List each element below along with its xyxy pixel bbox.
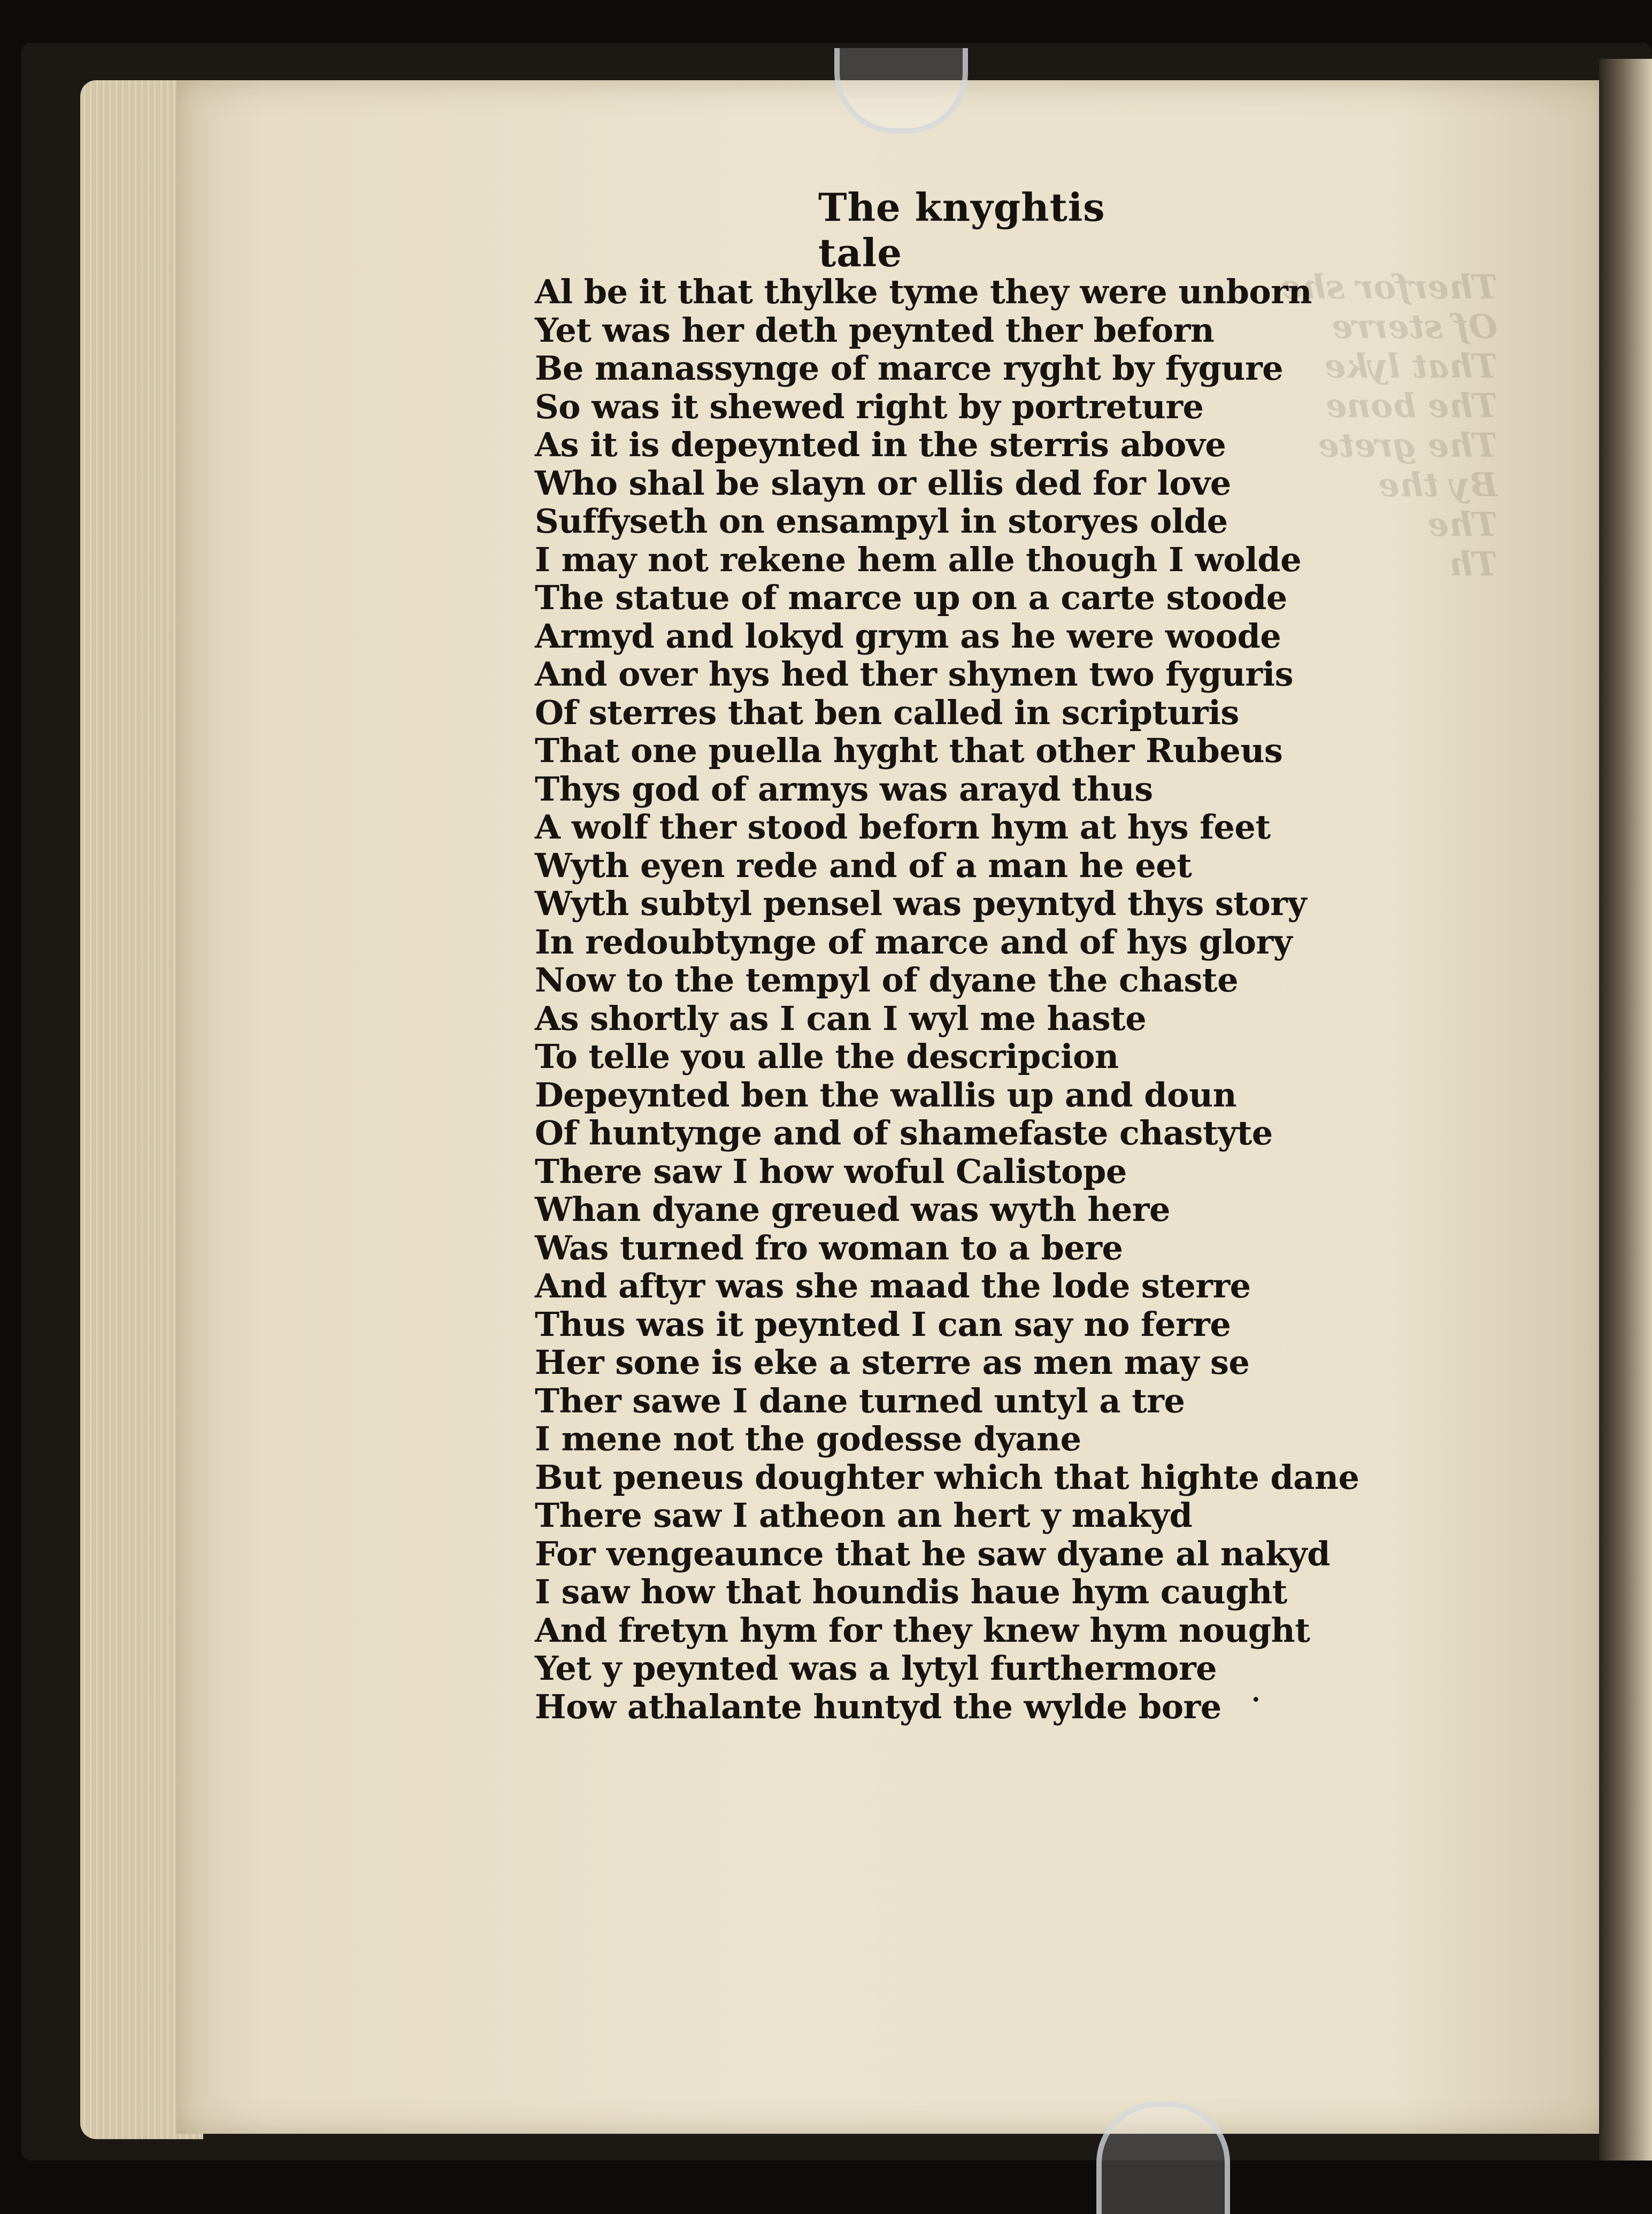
verse-line: As shortly as I can I wyl me haste xyxy=(535,998,1147,1038)
verse-line: But peneus doughter which that highte dane xyxy=(535,1457,1359,1497)
verse-line: Now to the tempyl of dyane the chaste xyxy=(535,960,1239,1000)
verse-line: I may not rekene hem alle though I wolde xyxy=(535,540,1302,579)
verse-line: How athalante huntyd the wylde bore xyxy=(535,1687,1221,1726)
verse-line: And aftyr was she maad the lode sterre xyxy=(535,1266,1251,1305)
page-clip-bottom xyxy=(1096,2102,1230,2214)
verse-line: Of huntynge and of shamefaste chastyte xyxy=(535,1113,1273,1152)
verse-line: Thus was it peynted I can say no ferre xyxy=(535,1304,1231,1344)
verse-line: Armyd and lokyd grym as he were woode xyxy=(535,616,1281,656)
verse-line: Yet was her deth peynted ther beforn xyxy=(535,310,1215,350)
verse-line: Who shal be slayn or ellis ded for love xyxy=(535,463,1231,503)
verse-line: Depeynted ben the wallis up and doun xyxy=(535,1075,1237,1114)
book-gutter xyxy=(1599,59,1652,2161)
verse-line: Ther sawe I dane turned untyl a tre xyxy=(535,1381,1185,1420)
verse-line: Her sone is eke a sterre as men may se xyxy=(535,1343,1250,1382)
verse-line: I mene not the godesse dyane xyxy=(535,1419,1081,1458)
verse-line: For vengeaunce that he saw dyane al nakyd xyxy=(535,1534,1330,1573)
verse-line: Yet y peynted was a lytyl furthermore xyxy=(535,1649,1217,1688)
verse-line: Thys god of armys was arayd thus xyxy=(535,769,1153,809)
running-head: The knyghtis tale xyxy=(818,184,1105,275)
bleed-through-text: Therfor she Of sterre That lyke The bone The grete By the The Th xyxy=(1280,267,1497,583)
verse-line: Of sterres that ben called in scripturis xyxy=(535,693,1239,732)
verse-line: Wyth eyen rede and of a man he eet xyxy=(535,845,1192,885)
verse-line: There saw I how woful Calistope xyxy=(535,1151,1127,1191)
verse-line: A wolf ther stood beforn hym at hys feet xyxy=(535,808,1271,847)
verse-line: Wyth subtyl pensel was peyntyd thys story xyxy=(535,884,1307,923)
verse-line: In redoubtynge of marce and of hys glory xyxy=(535,922,1293,962)
verse-line: As it is depeynted in the sterris above xyxy=(535,425,1226,464)
verse-line: The statue of marce up on a carte stoode xyxy=(535,578,1287,617)
verse-line: And over hys hed ther shynen two fyguris xyxy=(535,655,1294,694)
verse-line: Suffyseth on ensampyl in storyes olde xyxy=(535,502,1228,541)
verse-line: Whan dyane greued was wyth here xyxy=(535,1190,1170,1229)
verse-text xyxy=(535,272,1359,1726)
verse-line: And fretyn hym for they knew hym nought xyxy=(535,1610,1310,1650)
verse-line: That one puella hyght that other Rubeus xyxy=(535,731,1283,770)
verse-line: Was turned fro woman to a bere xyxy=(535,1228,1123,1267)
verse-line: So was it shewed right by portreture xyxy=(535,387,1204,426)
verse-line: Al be it that thylke tyme they were unborn xyxy=(535,272,1312,311)
verse-line: I saw how that houndis haue hym caught xyxy=(535,1572,1287,1611)
verse-line: There saw I atheon an hert y makyd xyxy=(535,1496,1193,1535)
verse-line: Be manassynge of marce ryght by fygure xyxy=(535,349,1284,388)
marginal-mark: · xyxy=(1251,1685,1261,1715)
verse-line: To telle you alle the descripcion xyxy=(535,1037,1119,1076)
